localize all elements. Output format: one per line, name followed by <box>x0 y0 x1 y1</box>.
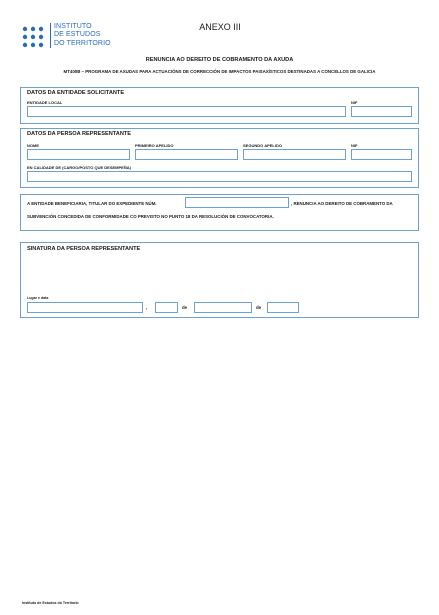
second-surname-label: SEGUNDO APELIDO <box>243 143 282 148</box>
second-surname-field[interactable] <box>243 149 346 160</box>
institution-logo-text <box>50 23 114 48</box>
comma-separator: , <box>146 305 148 310</box>
place-date-label: Lugar e data <box>27 296 49 300</box>
logo-line: DO TERRITORIO <box>54 39 111 47</box>
representative-section-title: DATOS DA PERSOA REPRESENTANTE <box>27 131 132 137</box>
program-subtitle: MT400B – PROGRAMA DE AXUDAS PARA ACTUACIÓNS DE CORRECCIÓN DE IMPACTOS PAISAXÍSTICOS DESTINADAS A CONCELLOS DE GALICIA <box>63 69 376 74</box>
de-separator-1: de <box>182 305 188 310</box>
footer-institution: Instituto de Estudos do Territorio <box>22 601 79 605</box>
signature-section-title: SINATURA DA PERSOA REPRESENTANTE <box>27 246 141 252</box>
month-field[interactable] <box>194 302 252 313</box>
entity-name-field[interactable] <box>27 106 346 117</box>
logo-line: DE ESTUDOS <box>54 31 101 39</box>
entity-nif-field[interactable] <box>351 106 412 117</box>
coat-of-arms-icon <box>20 24 46 50</box>
entity-name-label: ENTIDADE LOCAL <box>27 100 63 105</box>
position-field[interactable] <box>27 171 412 182</box>
place-field[interactable] <box>27 302 143 313</box>
name-field[interactable] <box>27 149 130 160</box>
logo-line: INSTITUTO <box>54 23 92 30</box>
renunciation-text-end: , RENUNCIA AO DEREITO DE COBRAMENTO DA <box>291 201 393 206</box>
renunciation-text-start: A ENTIDADE BENEFICIARIA, TITULAR DO EXPEDIENTE NÚM. <box>27 201 157 206</box>
document-title: RENUNCIA AO DEREITO DE COBRAMENTO DA AXUDA <box>145 57 294 63</box>
entity-section-title: DATOS DA ENTIDADE SOLICITANTE <box>27 90 125 96</box>
first-surname-field[interactable] <box>135 149 238 160</box>
day-field[interactable] <box>155 302 178 313</box>
representative-nif-label: NIF <box>351 143 358 148</box>
position-label: EN CALIDADE DE (CARGO/POSTO QUE DESEMPEÑA) <box>27 165 131 170</box>
first-surname-label: PRIMEIRO APELIDO <box>135 143 174 148</box>
representative-nif-field[interactable] <box>351 149 412 160</box>
file-number-field[interactable] <box>185 197 289 208</box>
annex-title: ANEXO III <box>199 22 241 32</box>
year-field[interactable] <box>267 302 299 313</box>
renunciation-text-line2: SUBVENCIÓN CONCEDIDA DE CONFORMIDADE CO PREVISTO NO PUNTO 18 DA RESOLUCIÓN DE CONVOCATORIA. <box>27 214 274 219</box>
de-separator-2: de <box>256 305 262 310</box>
name-label: NOME <box>27 143 39 148</box>
entity-nif-label: NIF <box>351 100 358 105</box>
